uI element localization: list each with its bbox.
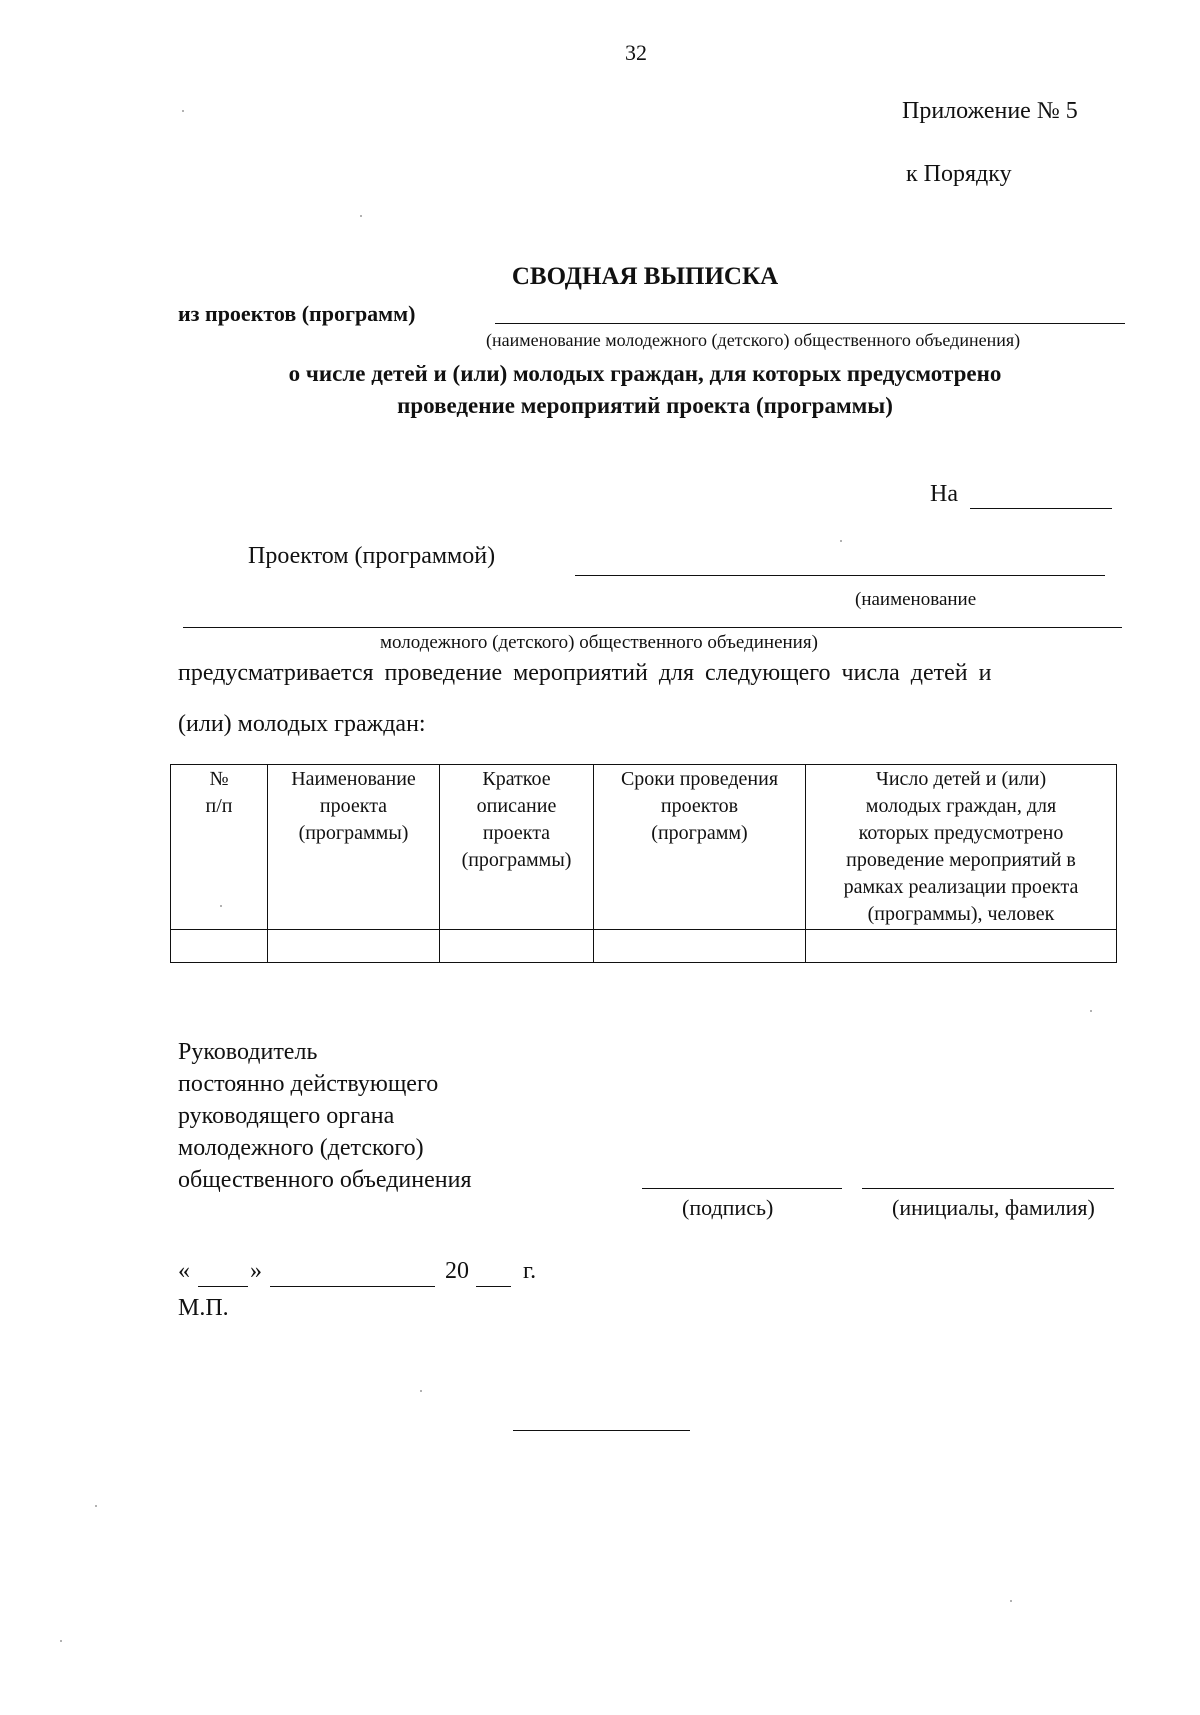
signatory-line: руководящего органа [178, 1103, 395, 1129]
scan-speck [1090, 1010, 1092, 1012]
header-project-name-line: проекта [319, 795, 388, 817]
date-underline[interactable] [970, 508, 1112, 509]
header-count-line: (программы), человек [867, 903, 1055, 925]
project-label: Проектом (программой) [248, 543, 496, 569]
header-dates [594, 765, 806, 930]
org-name-caption: (наименование молодежного (детского) общественного объединения) [486, 330, 1021, 350]
header-number [171, 765, 268, 930]
appendix-order: к Порядку [906, 161, 1012, 187]
signatory-block [178, 1036, 472, 1196]
header-description-line: описание [476, 795, 557, 817]
date-prefix: На [930, 481, 958, 507]
projects-table [170, 764, 1117, 963]
header-description [440, 765, 594, 930]
closing-rule [513, 1430, 690, 1431]
full-name-underline[interactable] [862, 1188, 1114, 1189]
year-suffix: г. [523, 1258, 537, 1284]
signature-underline[interactable] [642, 1188, 842, 1189]
header-count-line: рамках реализации проекта [843, 876, 1079, 898]
subtitle-line-2: проведение мероприятий проекта (программы) [397, 393, 893, 418]
body-text-line-2: (или) молодых граждан: [178, 711, 426, 737]
scan-speck [1010, 1600, 1012, 1602]
header-project-name-line: (программы) [298, 822, 409, 844]
date-open-quote: « [178, 1258, 190, 1284]
signatory-line: общественного объединения [178, 1167, 472, 1193]
scan-speck [182, 110, 184, 112]
header-description-line: (программы) [461, 849, 572, 871]
header-description-line: проекта [482, 822, 551, 844]
header-dates-line: проектов [660, 795, 739, 817]
scan-speck [220, 905, 222, 907]
scan-speck [60, 1640, 62, 1642]
header-count-line: молодых граждан, для [865, 795, 1057, 817]
scan-speck [840, 540, 842, 542]
table-cell[interactable] [171, 930, 268, 963]
header-count-line: проведение мероприятий в [846, 849, 1076, 871]
signatory-line: постоянно действующего [178, 1071, 439, 1097]
page-number: 32 [625, 40, 647, 65]
year-prefix: 20 [445, 1258, 469, 1284]
table-header-row [171, 765, 1117, 930]
from-projects-label: из проектов (программ) [178, 301, 416, 326]
header-number-line: № [209, 768, 229, 790]
header-dates-line: Сроки проведения [620, 768, 779, 790]
full-name-caption: (инициалы, фамилия) [892, 1195, 1095, 1220]
signature-caption: (подпись) [682, 1195, 774, 1220]
project-name-underline[interactable] [575, 575, 1105, 576]
header-dates-line: (программ) [651, 822, 748, 844]
header-project-name-line: Наименование [291, 768, 416, 790]
year-underline[interactable] [476, 1286, 511, 1287]
scan-speck [95, 1505, 97, 1507]
table-cell[interactable] [594, 930, 806, 963]
project-name-caption-2: молодежного (детского) общественного объединения) [380, 632, 818, 653]
scan-speck [420, 1390, 422, 1392]
signatory-line: Руководитель [178, 1039, 318, 1065]
day-underline[interactable] [198, 1286, 248, 1287]
header-participant-count [806, 765, 1117, 930]
scan-speck [360, 215, 362, 217]
header-project-name [268, 765, 440, 930]
project-name-caption-1: (наименование [855, 589, 977, 610]
org-full-name-underline[interactable] [183, 627, 1122, 628]
header-count-line: Число детей и (или) [875, 768, 1047, 790]
org-name-underline[interactable] [495, 323, 1125, 324]
body-text-line-1: предусматривается проведение мероприятий для следующего числа детей и [178, 660, 992, 686]
table-cell[interactable] [440, 930, 594, 963]
appendix-label: Приложение № 5 [902, 98, 1078, 124]
subtitle-line-1: о числе детей и (или) молодых граждан, для которых предусмотрено [288, 361, 1002, 386]
table-row [171, 930, 1117, 963]
table-cell[interactable] [268, 930, 440, 963]
header-count-line: которых предусмотрено [858, 822, 1064, 844]
date-close-quote: » [250, 1258, 262, 1284]
month-underline[interactable] [270, 1286, 435, 1287]
signatory-line: молодежного (детского) [178, 1135, 424, 1161]
header-number-line: п/п [205, 795, 233, 817]
header-description-line: Краткое [482, 768, 551, 790]
stamp-placeholder: М.П. [178, 1295, 229, 1321]
document-title: СВОДНАЯ ВЫПИСКА [511, 263, 779, 290]
table-cell[interactable] [806, 930, 1117, 963]
